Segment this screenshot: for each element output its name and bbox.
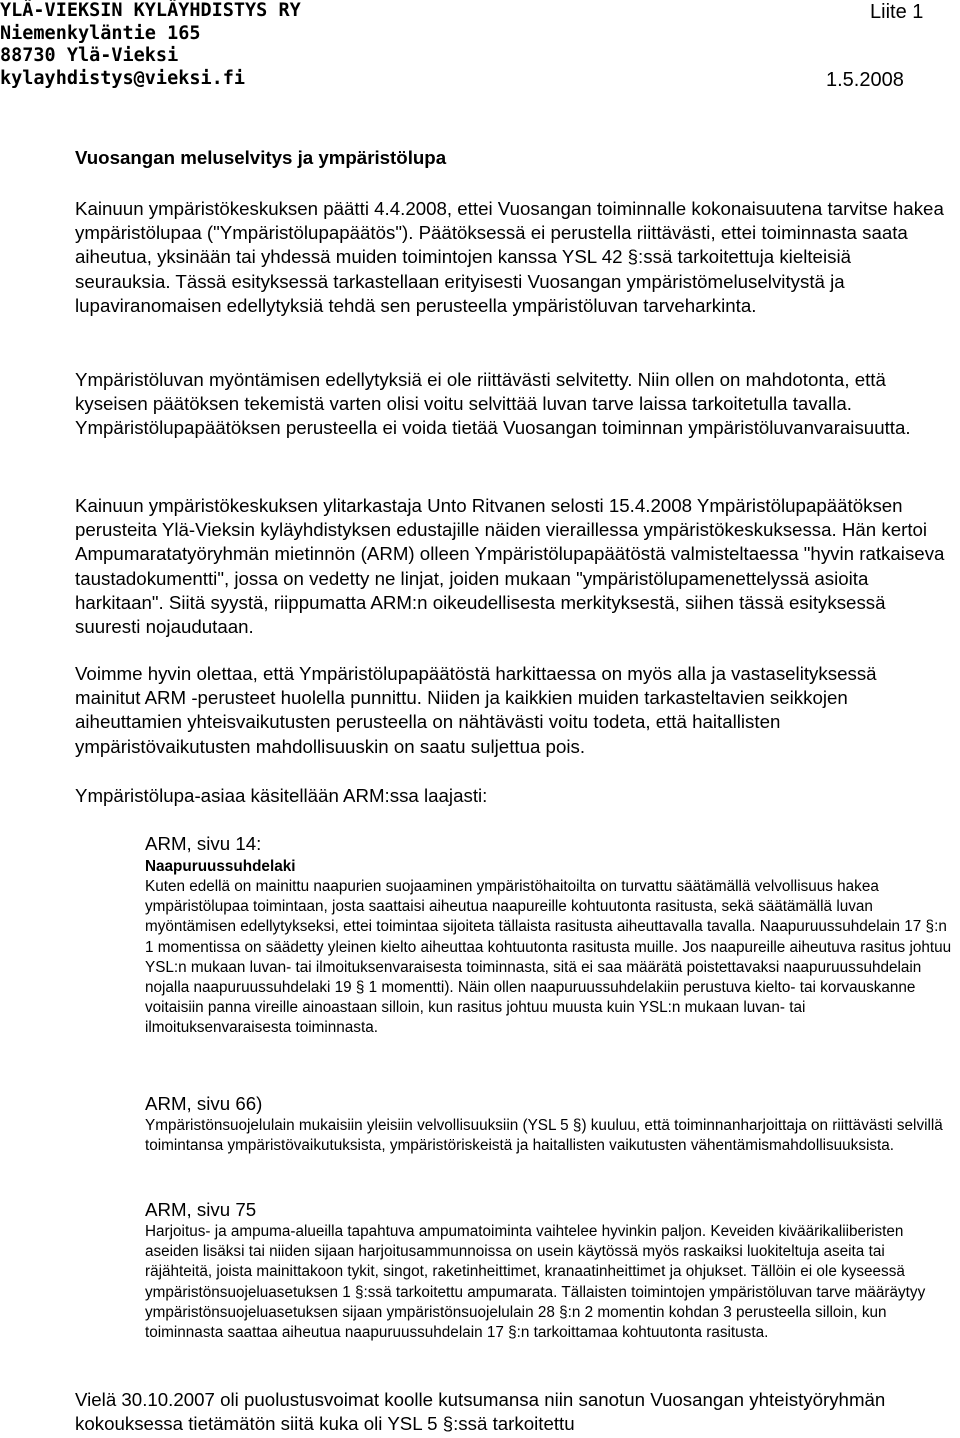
quote-body: Kuten edellä on mainittu naapurien suojaaminen ympäristöhaitoilta on turvattu säätämällä velvollisuus hakea ympäristölupaa toimintaan, josta saattaisi aiheutua naapureille kohtuutonta rasitusta, sekä säätämällä luvan myöntämisen edellytykseksi, ettei toimintaa sijoiteta tällaista rasitusta aiheuttavalla tavalla. Naapuruussuhdelain 17 §:n 1 momentissa on säädetty yleinen kielto aiheuttaa kohtuutonta rasitusta muille. Jos naapureille aiheutuva rasitus johtuu YSL:n mukaan luvan- tai ilmoituksenvaraisesta toiminnasta, sitä ei saa määrätä poistettavaksi naapuruussuhdelain nojalla naapuruussuhdelaki 19 § 1 momentti). Näin ollen naapuruussuhdelakiin perustuva kielto- tai korvauskanne voitaisiin panna vireille ainoastaan silloin, kun rasitus johtuu muusta kuin YSL:n mukaan luvan- tai ilmoituksenvaraisesta toiminnasta. — [145, 878, 952, 1037]
org-email: kylayhdistys@vieksi.fi — [0, 68, 246, 89]
paragraph-arm-intro: Ympäristölupa-asiaa käsitellään ARM:ssa laajasti: — [75, 785, 488, 806]
paragraph-inspector: Kainuun ympäristökeskuksen ylitarkastaja Unto Ritvanen selosti 15.4.2008 Ympäristölupapäätöksen perusteita Ylä-Vieksin kyläyhdistyksen edustajille näiden vieraillessa ympäristökeskuksessa. Hän kertoi Ampumaratatyöryhmän mietinnön (ARM) olleen Ympäristölupapäätöstä valmisteltaessa "hyvin ratkaiseva taustadokumentti", jossa on vedetty ne linjat, joiden mukaan "ympäristölupamenettelyssä asioita harkitaan". Siitä syystä, riippumatta ARM:n oikeudellisesta merkityksestä, siihen tässä esityksessä suuresti nojaudutaan. — [75, 495, 945, 638]
quote-heading: ARM, sivu 75 — [145, 1199, 257, 1220]
org-city: 88730 Ylä-Vieksi — [0, 45, 179, 66]
quote-heading: ARM, sivu 66) — [145, 1093, 263, 1114]
quote-subheading: Naapuruussuhdelaki — [145, 858, 296, 875]
attachment-label: Liite 1 — [870, 1, 924, 23]
document-title: Vuosangan meluselvitys ja ympäristölupa — [75, 147, 447, 168]
paragraph-closing: Vielä 30.10.2007 oli puolustusvoimat koolle kutsumansa niin sanotun Vuosangan yhteistyöryhmän kokouksessa tietämätön siitä kuka oli YSL 5 §:ssä tarkoitettu — [75, 1389, 886, 1435]
paragraph-intro: Kainuun ympäristökeskuksen päätti 4.4.2008, ettei Vuosangan toiminnalle kokonaisuutena tarvitse hakea ympäristölupaa ("Ympäristölupapäätös"). Päätöksessä ei perustella riittävästi, ettei toiminnasta saata aiheutua, yksinään tai yhdessä muiden toimintojen kanssa YSL 42 §:ssä tarkoitettuja kielteisiä seurauksia. Tässä esityksessä tarkastellaan erityisesti Vuosangan ympäristömeluselvitystä ja lupaviranomaisen edellytyksiä tehdä sen perusteella ympäristöluvan tarveharkinta. — [75, 198, 944, 316]
quote-body: Harjoitus- ja ampuma-alueilla tapahtuva ampumatoiminta vaihtelee hyvinkin paljon. Keveiden kiväärikaliiberisten aseiden lisäksi tai niiden sijaan harjoitusammunnoissa on usein käytössä myös raskaiksi luokiteltuja aseita tai räjähteitä, joista mainittakoon tykit, singot, raketinheittimet, kranaatinheittimet ja ohjukset. Tällöin ei ole kyseessä ympäristönsuojeluasetuksen 1 §:ssä tarkoitettu ampumarata. Tällaisten toimintojen ympäristöluvan tarve määräytyy ympäristönsuojeluasetuksen sijaan ympäristönsuojelulain 28 §:n 2 momentin kohdan 3 perusteella silloin, kun toiminnasta saattaa aiheutua naapuruussuhdelain 17 §:n tarkoittamaa kohtuutonta rasitusta. — [145, 1223, 926, 1342]
paragraph-conditions: Ympäristöluvan myöntämisen edellytyksiä ei ole riittävästi selvitetty. Niin ollen on mahdotonta, että kyseisen päätöksen tekemistä varten olisi voitu selvittää luvan tarve laissa tarkoitetulla tavalla. Ympäristölupapäätöksen perusteella ei voida tietää Vuosangan toiminnan ympäristöluvanvaraisuutta. — [75, 369, 911, 439]
paragraph-assumption: Voimme hyvin olettaa, että Ympäristölupapäätöstä harkittaessa on myös alla ja vastaselityksessä mainitut ARM -perusteet huolella punnittu. Niiden ja kaikkien muiden tarkasteltavien seikkojen aiheuttamien yhteisvaikutusten perusteella on nähtävästi voitu todeta, että haitallisten ympäristövaikutusten mahdollisuuskin on saatu suljettua pois. — [75, 663, 877, 757]
org-name: YLÄ-VIEKSIN KYLÄYHDISTYS RY — [0, 0, 301, 21]
org-street: Niemenkyläntie 165 — [0, 23, 201, 44]
quote-arm-14 — [145, 832, 955, 1039]
quote-body: Ympäristönsuojelulain mukaisiin yleisiin velvollisuuksiin (YSL 5 §) kuuluu, että toiminnanharjoittaja on riittävästi selvillä toimintansa ympäristövaikutuksista, ympäristöriskeistä ja haitallisten vaikutusten vähentämismahdollisuuksista. — [145, 1117, 943, 1155]
quote-heading: ARM, sivu 14: — [145, 833, 262, 854]
document-date: 1.5.2008 — [826, 69, 904, 91]
quote-arm-75 — [145, 1198, 955, 1343]
quote-arm-66 — [145, 1092, 955, 1156]
